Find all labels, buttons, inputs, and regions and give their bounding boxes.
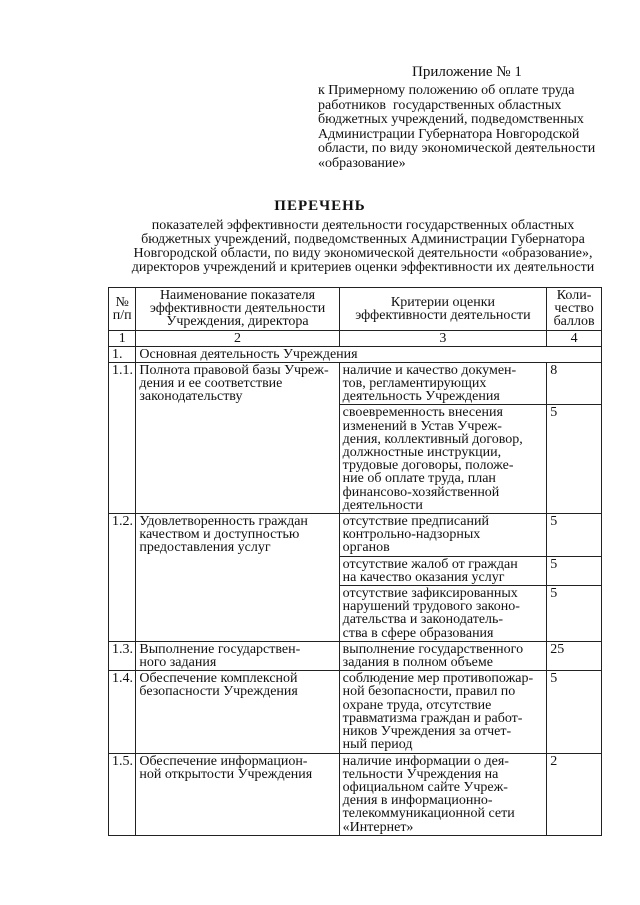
header-num-line: № xyxy=(115,294,129,310)
criterion-line: выполнение государственного xyxy=(342,641,524,657)
indicator-name-line: дения и ее соответствие xyxy=(139,376,283,392)
criterion-line: ный период xyxy=(342,737,413,753)
appendix-line: Администрации Губернатора Новгородской xyxy=(318,126,580,142)
criterion-points: 5 xyxy=(547,671,602,753)
appendix-line: бюджетных учреждений, подведомственных xyxy=(318,112,584,127)
subtitle-line: бюджетных учреждений, подведомственных Администрации Губернатора xyxy=(141,232,585,247)
subtitle-line: директоров учреждений и критериев оценки эффективности их деятельности xyxy=(131,260,595,275)
header-name-line: Наименование показателя xyxy=(159,288,316,303)
criterion-line: тельности Учреждения на xyxy=(342,766,499,782)
criterion-line: ства в сфере образования xyxy=(342,625,494,641)
indicator-name-line: Полнота правовой базы Учреж- xyxy=(139,362,329,378)
criterion-line: должностные инструкции, xyxy=(342,445,502,461)
header-name xyxy=(136,288,339,331)
criterion-line: нарушений трудового законо- xyxy=(342,599,520,615)
indicator-num: 1.3. xyxy=(109,641,136,670)
criterion-line: дения в информационно- xyxy=(342,793,493,809)
criterion-line: телекоммуникационной сети xyxy=(342,806,515,822)
criterion-text xyxy=(339,362,547,405)
criterion-line: ние об оплате труда, план xyxy=(342,471,496,487)
criterion-line: травматизма граждан и работ- xyxy=(342,710,523,726)
criterion-line: дательства и законодатель- xyxy=(342,612,504,628)
subtitle-line: Новгородской области, по виду экономической деятельности «образование», xyxy=(133,246,593,261)
criterion-line: деятельности xyxy=(342,497,423,513)
indicator-name xyxy=(136,641,339,670)
criterion-line: ной безопасности, правил по xyxy=(342,684,516,700)
criterion-line: соблюдение мер противопожар- xyxy=(342,671,534,687)
criterion-points: 8 xyxy=(547,362,602,405)
column-index: 2 xyxy=(136,330,339,346)
subtitle-line: показателей эффективности деятельности государственных областных xyxy=(151,218,575,233)
appendix-line: области, по виду экономической деятельности xyxy=(318,141,596,156)
criterion-line: на качество оказания услуг xyxy=(342,569,505,585)
section-title: Основная деятельность Учреждения xyxy=(136,346,602,362)
table-row xyxy=(109,753,602,835)
header-points xyxy=(547,288,602,331)
indicator-name-line: качеством и доступностью xyxy=(139,527,300,543)
criterion-text xyxy=(339,641,547,670)
indicator-name-line: предоставления услуг xyxy=(139,540,271,556)
criterion-line: отсутствие зафиксированных xyxy=(342,586,518,602)
indicator-name-line: безопасности Учреждения xyxy=(139,684,298,700)
criterion-text xyxy=(339,671,547,753)
indicator-num: 1.2. xyxy=(109,514,136,642)
header-points-line: баллов xyxy=(553,314,595,330)
header-points-line: чество xyxy=(554,301,594,317)
appendix-line: «образование» xyxy=(318,155,406,171)
criterion-line: трудовые договоры, положе- xyxy=(342,458,514,474)
document-subtitle xyxy=(108,219,618,275)
header-points-line: Коли- xyxy=(556,288,592,303)
indicator-name xyxy=(136,514,339,642)
table-header-row xyxy=(109,288,602,331)
indicator-name xyxy=(136,362,339,513)
table-row xyxy=(109,514,602,557)
table-row xyxy=(109,671,602,753)
header-name-line: эффективности деятельности xyxy=(149,301,326,317)
criterion-points: 25 xyxy=(547,641,602,670)
column-index: 4 xyxy=(547,330,602,346)
indicator-name-line: Удовлетворенность граждан xyxy=(139,514,308,530)
table-row xyxy=(109,362,602,405)
criterion-line: контрольно-надзорных xyxy=(342,527,481,543)
indicator-name-line: Выполнение государствен- xyxy=(139,641,301,657)
criterion-text xyxy=(339,586,547,642)
criterion-line: официальном сайте Учреж- xyxy=(342,779,508,795)
criterion-text xyxy=(339,556,547,585)
criterion-text xyxy=(339,753,547,835)
appendix-line: к Примерному положению об оплате труда xyxy=(318,83,575,98)
table-row xyxy=(109,641,602,670)
header-name-line: Учреждения, директора xyxy=(166,314,309,330)
criterion-line: финансово-хозяйственной xyxy=(342,484,500,500)
column-index: 3 xyxy=(339,330,547,346)
criterion-line: «Интернет» xyxy=(342,819,414,835)
criterion-line: дения, коллективный договор, xyxy=(342,431,523,447)
indicator-num: 1.5. xyxy=(109,753,136,835)
criterion-line: деятельность Учреждения xyxy=(342,389,500,405)
criteria-table xyxy=(108,287,602,836)
appendix-title: Приложение № 1 xyxy=(412,64,522,80)
criterion-points: 5 xyxy=(547,405,602,514)
indicator-name-line: Обеспечение комплексной xyxy=(139,671,298,687)
appendix-reference xyxy=(318,84,618,171)
criterion-line: охране труда, отсутствие xyxy=(342,697,492,713)
section-num: 1. xyxy=(109,346,136,362)
indicator-name-line: ного задания xyxy=(139,655,217,671)
criterion-line: ников Учреждения за отчет- xyxy=(342,724,512,740)
criterion-text xyxy=(339,405,547,514)
column-index-row xyxy=(109,330,602,346)
criterion-line: отсутствие предписаний xyxy=(342,514,489,530)
indicator-name-line: ной открытости Учреждения xyxy=(139,766,313,782)
column-index: 1 xyxy=(109,330,136,346)
criterion-line: своевременность внесения xyxy=(342,405,503,421)
criterion-line: тов, регламентирующих xyxy=(342,376,487,392)
appendix-line: работников государственных областных xyxy=(318,97,562,113)
criterion-line: наличие и качество докумен- xyxy=(342,362,517,378)
indicator-name-line: законодательству xyxy=(139,389,243,405)
criterion-points: 2 xyxy=(547,753,602,835)
criterion-points: 5 xyxy=(547,514,602,557)
criterion-points: 5 xyxy=(547,556,602,585)
header-criteria xyxy=(339,288,547,331)
criterion-line: органов xyxy=(342,540,390,556)
criterion-points: 5 xyxy=(547,586,602,642)
indicator-name xyxy=(136,753,339,835)
criterion-text xyxy=(339,514,547,557)
indicator-num: 1.4. xyxy=(109,671,136,753)
header-criteria-line: Критерии оценки xyxy=(390,294,495,310)
criterion-line: задания в полном объеме xyxy=(342,655,493,671)
indicator-name xyxy=(136,671,339,753)
document-heading: ПЕРЕЧЕНЬ xyxy=(274,198,366,214)
indicator-name-line: Обеспечение информацион- xyxy=(139,753,308,769)
header-num xyxy=(109,288,136,331)
indicator-num: 1.1. xyxy=(109,362,136,513)
criterion-line: изменений в Устав Учреж- xyxy=(342,418,502,434)
header-criteria-line: эффективности деятельности xyxy=(355,307,531,323)
criterion-line: наличие информации о дея- xyxy=(342,753,509,769)
section-row xyxy=(109,346,602,362)
header-num-line: п/п xyxy=(112,307,132,323)
criterion-line: отсутствие жалоб от граждан xyxy=(342,556,518,572)
